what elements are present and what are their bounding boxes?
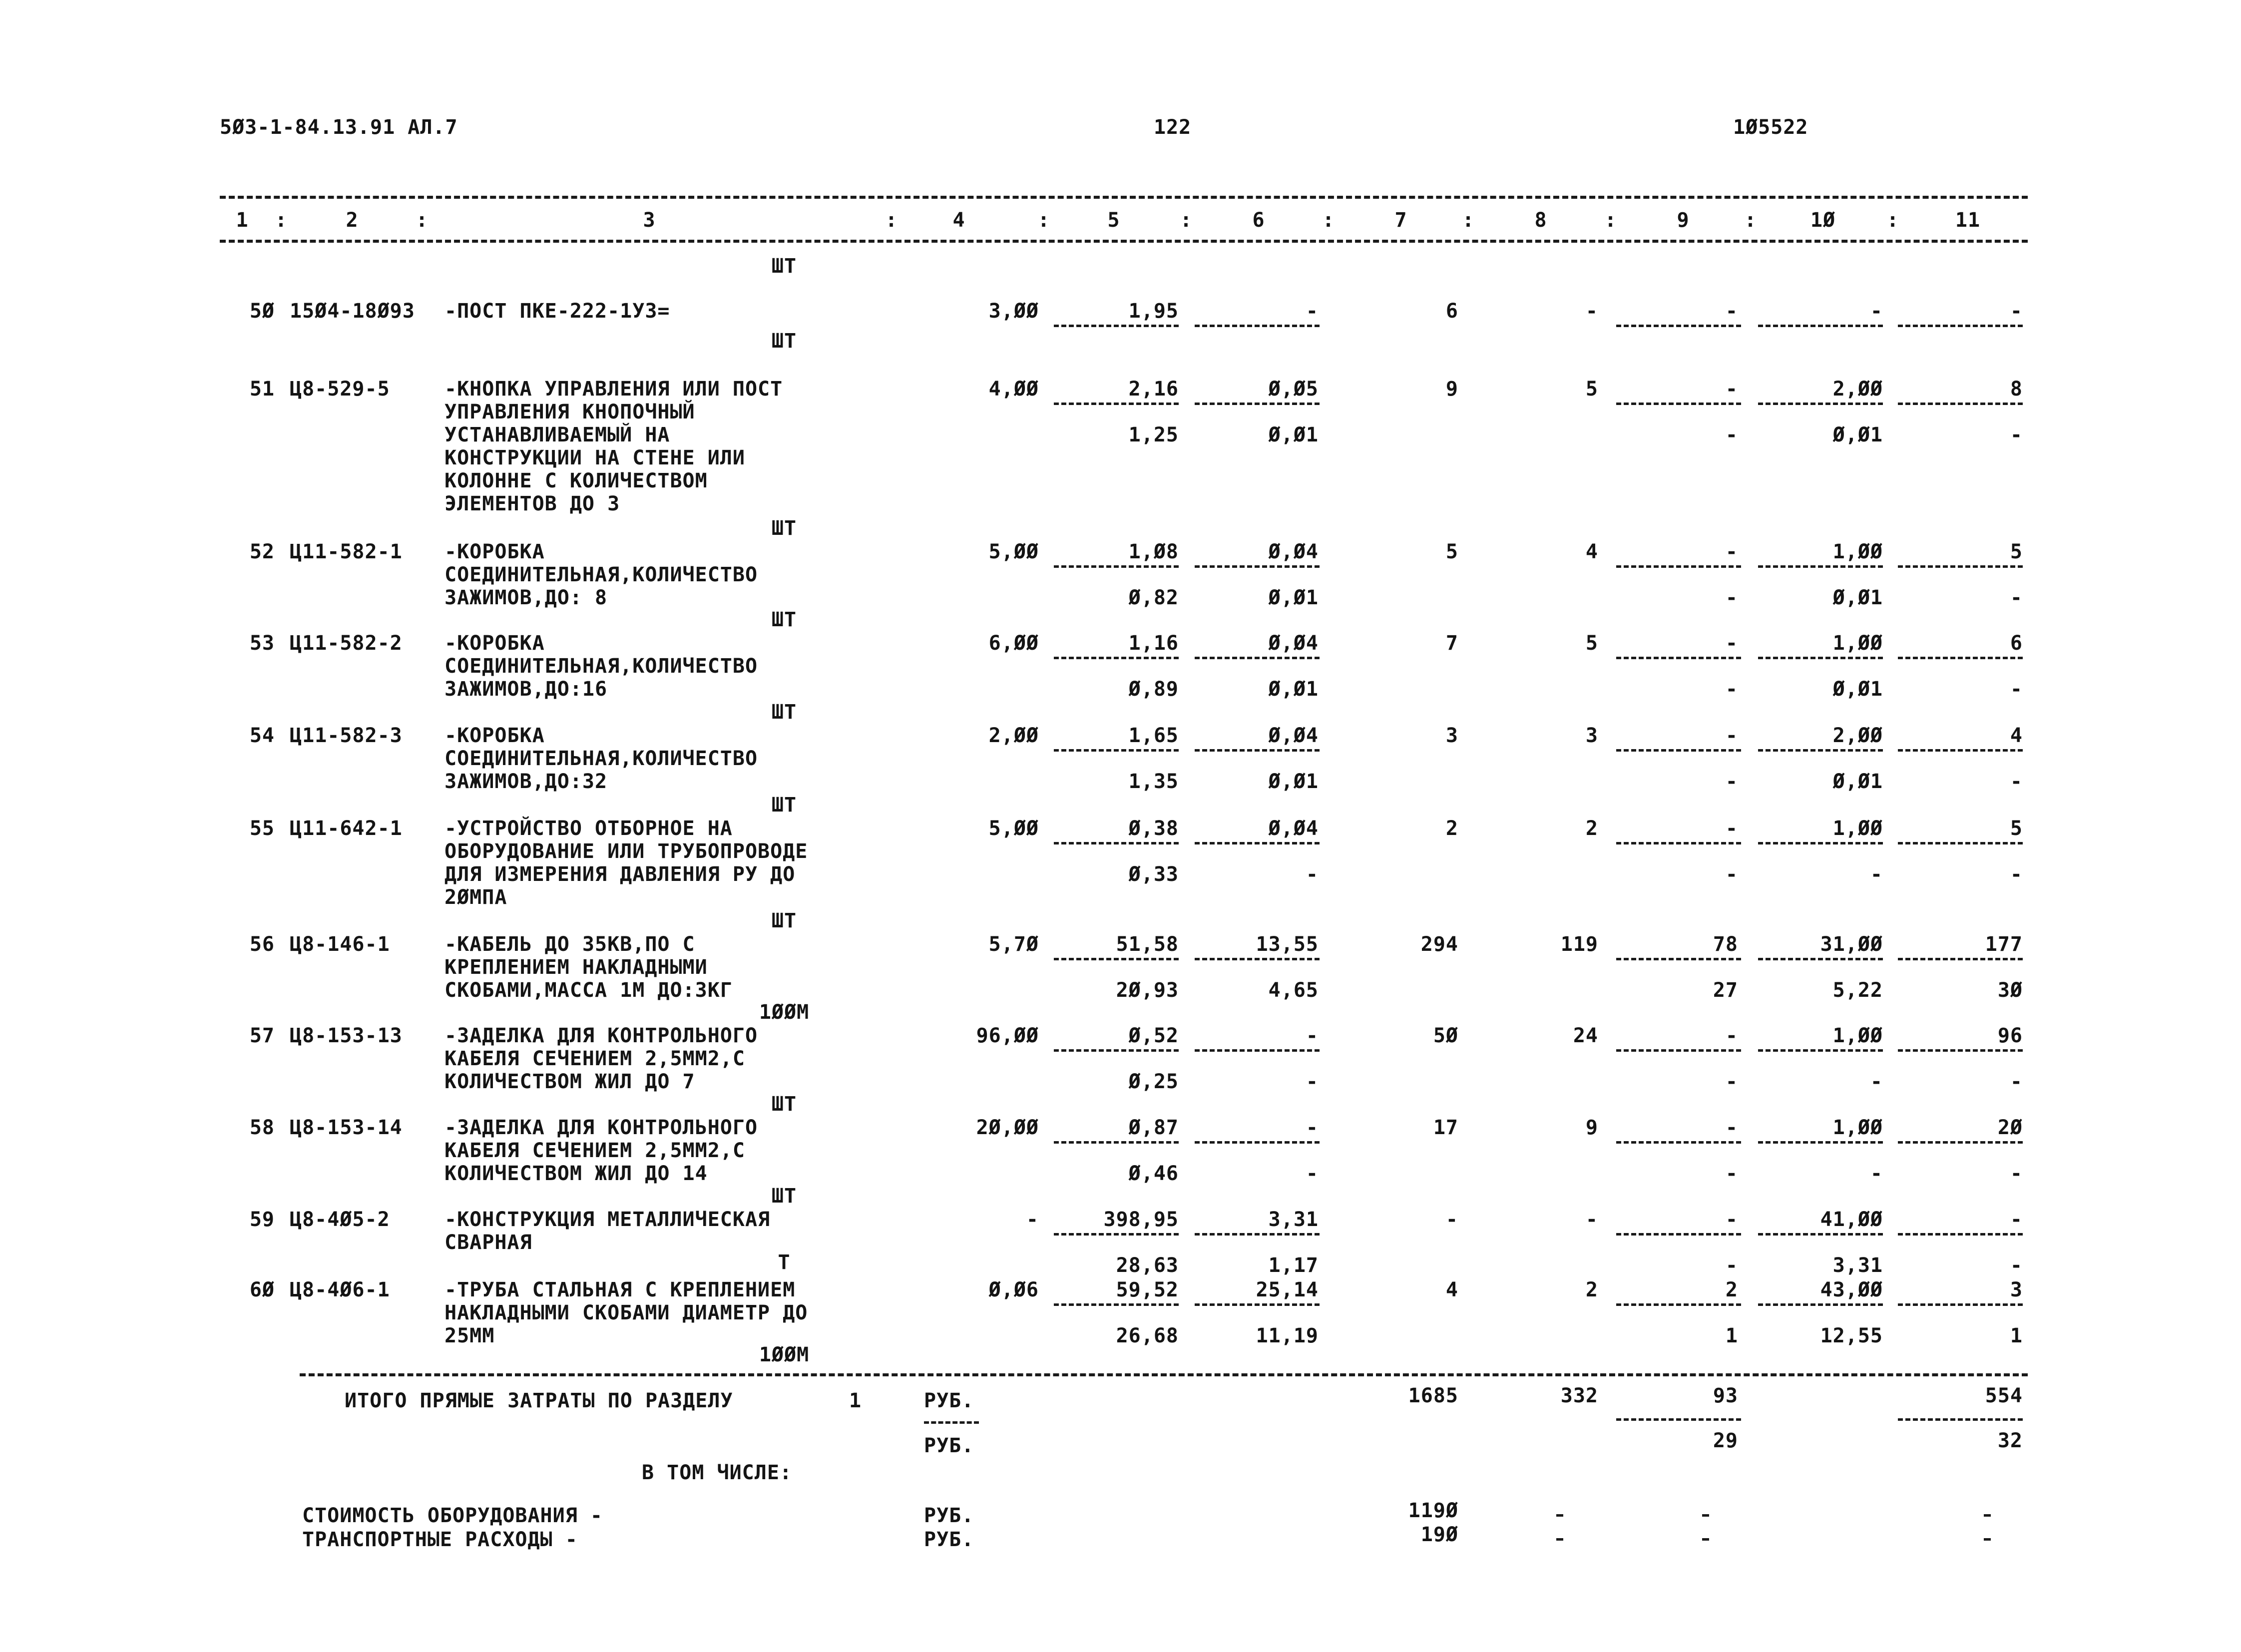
col-number: 7	[1394, 209, 1407, 232]
row-col6-wage: Ø,Ø1	[1268, 586, 1319, 609]
row-col10: 31,ØØ	[1820, 933, 1883, 956]
row-col10: 1,ØØ	[1832, 632, 1883, 655]
row-col11: 2Ø	[1997, 1116, 2023, 1139]
row-col10-wage: 12,55	[1820, 1324, 1883, 1347]
row-col11: 5	[2010, 540, 2023, 563]
row-col6-rule	[1195, 958, 1320, 960]
row-col9: -	[1725, 817, 1738, 840]
row-col5: 1,95	[1128, 300, 1179, 323]
row-col10-rule	[1758, 958, 1883, 960]
row-col11-wage: -	[2010, 1162, 2023, 1185]
row-col10: 1,ØØ	[1832, 1116, 1883, 1139]
row-description-line: 25ММ	[445, 1324, 495, 1347]
row-description-line: -КАБЕЛЬ ДО 35КВ,ПО С	[445, 933, 695, 956]
row-col6-wage: -	[1306, 863, 1319, 886]
row-col11-wage: -	[2010, 863, 2023, 886]
row-col9-rule	[1616, 1303, 1741, 1306]
row-number: 53	[249, 632, 275, 655]
col-number: 9	[1677, 209, 1690, 232]
row-col5-rule	[1054, 325, 1179, 327]
row-col6: 25,14	[1256, 1278, 1319, 1301]
transport-cost-label: ТРАНСПОРТНЫЕ РАСХОДЫ -	[302, 1528, 578, 1551]
transport-value: 19Ø	[1420, 1523, 1458, 1546]
row-col5-rule	[1054, 657, 1179, 659]
row-description-line: КАБЕЛЯ СЕЧЕНИЕМ 2,5ММ2,С	[445, 1139, 745, 1162]
row-description-line: КРЕПЛЕНИЕМ НАКЛАДНЫМИ	[445, 956, 708, 979]
row-col10-rule	[1758, 1303, 1883, 1306]
totals-unit-2: РУБ.	[924, 1434, 974, 1457]
row-description-line: СОЕДИНИТЕЛЬНАЯ,КОЛИЧЕСТВО	[445, 563, 758, 586]
row-col6-rule	[1195, 749, 1320, 752]
totals-col11: 554	[1985, 1384, 2023, 1407]
row-col11-wage: -	[2010, 423, 2023, 446]
row-description-line: -ТРУБА СТАЛЬНАЯ С КРЕПЛЕНИЕМ	[445, 1278, 796, 1301]
equipment-unit: РУБ.	[924, 1504, 974, 1527]
row-col10: -	[1870, 300, 1883, 323]
row-col10-rule	[1758, 403, 1883, 405]
row-code: Ц11-582-2	[290, 632, 403, 655]
row-col10-rule	[1758, 325, 1883, 327]
row-col11: 3	[2010, 1278, 2023, 1301]
row-col9-wage: -	[1725, 1070, 1738, 1093]
row-col11: 8	[2010, 378, 2023, 401]
row-col6: -	[1306, 300, 1319, 323]
page-number: 122	[1154, 116, 1192, 139]
unit-label: ШТ	[771, 255, 797, 278]
row-col5-wage: Ø,89	[1128, 678, 1179, 701]
row-col5: 2,16	[1128, 378, 1179, 401]
row-description-line: -КОРОБКА	[445, 540, 545, 563]
row-col5-rule	[1054, 842, 1179, 844]
row-col9-rule	[1616, 325, 1741, 327]
row-code: Ц8-146-1	[290, 933, 390, 956]
row-description-line: КАБЕЛЯ СЕЧЕНИЕМ 2,5ММ2,С	[445, 1047, 745, 1070]
document-code: 5Ø3-1-84.13.91 АЛ.7	[220, 116, 458, 139]
totals-col9-wage: 29	[1713, 1429, 1738, 1452]
col-number: 1Ø	[1810, 209, 1836, 232]
row-col7: 4	[1445, 1278, 1458, 1301]
row-number: 52	[249, 540, 275, 563]
row-col10: 1,ØØ	[1832, 540, 1883, 563]
row-col8: 2	[1585, 1278, 1598, 1301]
row-quantity: 6,ØØ	[988, 632, 1039, 655]
row-col6-wage: -	[1306, 1070, 1319, 1093]
row-col5: 1,65	[1128, 724, 1179, 747]
row-col11: -	[2010, 300, 2023, 323]
row-col10-wage: Ø,Ø1	[1832, 423, 1883, 446]
row-code: Ц8-529-5	[290, 378, 390, 401]
row-col6-wage: 1,17	[1268, 1254, 1319, 1277]
row-unit: ШТ	[771, 1185, 797, 1208]
row-unit: ШТ	[771, 909, 797, 932]
row-col9-wage: -	[1725, 586, 1738, 609]
row-col5-rule	[1054, 749, 1179, 752]
row-description-line: КОНСТРУКЦИИ НА СТЕНЕ ИЛИ	[445, 446, 745, 469]
row-quantity: 5,ØØ	[988, 817, 1039, 840]
totals-section-number: 1	[849, 1389, 862, 1412]
row-unit: 1ØØМ	[759, 1343, 810, 1366]
totals-unit: РУБ.	[924, 1389, 974, 1412]
row-col10-rule	[1758, 1141, 1883, 1144]
row-unit: ШТ	[771, 608, 797, 631]
row-col9: -	[1725, 540, 1738, 563]
row-quantity: 4,ØØ	[988, 378, 1039, 401]
row-col9: 78	[1713, 933, 1738, 956]
row-col11: 5	[2010, 817, 2023, 840]
row-description-line: ДЛЯ ИЗМЕРЕНИЯ ДАВЛЕНИЯ РУ ДО	[445, 863, 796, 886]
totals-col7: 1685	[1408, 1384, 1458, 1407]
row-col11-wage: -	[2010, 1254, 2023, 1277]
row-col9: -	[1725, 1208, 1738, 1231]
row-col11-wage: -	[2010, 678, 2023, 701]
row-col11-wage: -	[2010, 770, 2023, 793]
row-description-line: НАКЛАДНЫМИ СКОБАМИ ДИАМЕТР ДО	[445, 1301, 808, 1324]
row-description-line: ЗАЖИМОВ,ДО: 8	[445, 586, 608, 609]
row-unit: Т	[778, 1251, 791, 1274]
row-col9-wage: -	[1725, 678, 1738, 701]
row-description-line: -КОРОБКА	[445, 724, 545, 747]
row-col5-wage: 2Ø,93	[1116, 979, 1179, 1002]
row-col11-rule	[1898, 749, 2023, 752]
row-col11-rule	[1898, 657, 2023, 659]
row-col6-rule	[1195, 1233, 1320, 1236]
row-number: 55	[249, 817, 275, 840]
row-col7: 9	[1445, 378, 1458, 401]
row-col11-wage: -	[2010, 586, 2023, 609]
row-quantity: Ø,Ø6	[988, 1278, 1039, 1301]
row-col10-wage: Ø,Ø1	[1832, 770, 1883, 793]
row-col7: 3	[1445, 724, 1458, 747]
row-col5-rule	[1054, 1233, 1179, 1236]
row-number: 5Ø	[249, 300, 275, 323]
row-description-line: КОЛИЧЕСТВОМ ЖИЛ ДО 14	[445, 1162, 708, 1185]
row-col9-rule	[1616, 1141, 1741, 1144]
row-col10-wage: -	[1870, 863, 1883, 886]
row-description-line: СКОБАМИ,МАССА 1М ДО:3КГ	[445, 979, 733, 1002]
totals-col9-rule	[1616, 1418, 1741, 1421]
row-col11: 96	[1997, 1024, 2023, 1047]
row-col11-wage: 3Ø	[1997, 979, 2023, 1002]
row-col6: Ø,Ø4	[1268, 724, 1319, 747]
row-col5: 1,16	[1128, 632, 1179, 655]
row-description-line: -УСТРОЙСТВО ОТБОРНОЕ НА	[445, 817, 733, 840]
row-code: 15Ø4-18Ø93	[290, 300, 415, 323]
row-col9-rule	[1616, 1049, 1741, 1052]
row-col9: -	[1725, 300, 1738, 323]
row-col8: 5	[1585, 378, 1598, 401]
row-quantity: 2,ØØ	[988, 724, 1039, 747]
col-number: 4	[952, 209, 965, 232]
row-col6-wage: -	[1306, 1162, 1319, 1185]
row-col10-rule	[1758, 1049, 1883, 1052]
row-col11-rule	[1898, 1303, 2023, 1306]
row-col10: 2,ØØ	[1832, 378, 1883, 401]
row-col9: -	[1725, 1116, 1738, 1139]
row-col10-rule	[1758, 1233, 1883, 1236]
col-number: 3	[643, 209, 656, 232]
row-description-line: ОБОРУДОВАНИЕ ИЛИ ТРУБОПРОВОДЕ	[445, 840, 808, 863]
col-number: 6	[1252, 209, 1265, 232]
row-number: 59	[249, 1208, 275, 1231]
row-col7: 294	[1420, 933, 1458, 956]
row-col5-rule	[1054, 958, 1179, 960]
row-col9-rule	[1616, 657, 1741, 659]
row-col5: Ø,38	[1128, 817, 1179, 840]
row-col5: 59,52	[1116, 1278, 1179, 1301]
row-col5-wage: 28,63	[1116, 1254, 1179, 1277]
totals-label: ИТОГО ПРЯМЫЕ ЗАТРАТЫ ПО РАЗДЕЛУ	[345, 1389, 733, 1412]
row-col6: 13,55	[1256, 933, 1319, 956]
row-col10: 41,ØØ	[1820, 1208, 1883, 1231]
row-quantity: 2Ø,ØØ	[976, 1116, 1039, 1139]
row-col11-rule	[1898, 1141, 2023, 1144]
row-description-line: УСТАНАВЛИВАЕМЫЙ НА	[445, 423, 670, 446]
row-col5-rule	[1054, 1141, 1179, 1144]
row-col6: Ø,Ø4	[1268, 632, 1319, 655]
row-col11-rule	[1898, 325, 2023, 327]
row-col8: 4	[1585, 540, 1598, 563]
row-col11: -	[2010, 1208, 2023, 1231]
row-code: Ц8-4Ø6-1	[290, 1278, 390, 1301]
row-description-line: СОЕДИНИТЕЛЬНАЯ,КОЛИЧЕСТВО	[445, 655, 758, 678]
row-col9-rule	[1616, 403, 1741, 405]
row-unit: ШТ	[771, 794, 797, 817]
row-col6-rule	[1195, 1141, 1320, 1144]
row-col6-rule	[1195, 565, 1320, 568]
row-col6-wage: Ø,Ø1	[1268, 770, 1319, 793]
row-col10: 1,ØØ	[1832, 1024, 1883, 1047]
row-col7: 7	[1445, 632, 1458, 655]
row-col5-wage: 26,68	[1116, 1324, 1179, 1347]
row-col5: Ø,52	[1128, 1024, 1179, 1047]
row-col5-wage: 1,25	[1128, 423, 1179, 446]
row-unit: ШТ	[771, 330, 797, 353]
row-col5-wage: 1,35	[1128, 770, 1179, 793]
row-description-line: -КНОПКА УПРАВЛЕНИЯ ИЛИ ПОСТ	[445, 378, 783, 401]
row-col9-wage: -	[1725, 1162, 1738, 1185]
row-code: Ц11-582-3	[290, 724, 403, 747]
row-quantity: 5,ØØ	[988, 540, 1039, 563]
row-col10-rule	[1758, 842, 1883, 844]
row-quantity: 3,ØØ	[988, 300, 1039, 323]
row-col9-wage: -	[1725, 423, 1738, 446]
row-col6-rule	[1195, 403, 1320, 405]
row-unit: ШТ	[771, 701, 797, 724]
row-col10: 43,ØØ	[1820, 1278, 1883, 1301]
row-description-line: КОЛОННЕ С КОЛИЧЕСТВОМ	[445, 469, 708, 492]
row-col6: 3,31	[1268, 1208, 1319, 1231]
row-col5-rule	[1054, 1303, 1179, 1306]
row-col10-rule	[1758, 749, 1883, 752]
row-number: 51	[249, 378, 275, 401]
row-col9-wage: 1	[1725, 1324, 1738, 1347]
row-col10-wage: -	[1870, 1070, 1883, 1093]
row-col11-rule	[1898, 958, 2023, 960]
row-description-line: -КОРОБКА	[445, 632, 545, 655]
row-col5: Ø,87	[1128, 1116, 1179, 1139]
row-col6-wage: 4,65	[1268, 979, 1319, 1002]
row-col9: -	[1725, 378, 1738, 401]
row-col6-wage: 11,19	[1256, 1324, 1319, 1347]
row-quantity: -	[1026, 1208, 1039, 1231]
row-col9-rule	[1616, 842, 1741, 844]
totals-col11-rule	[1898, 1418, 2023, 1421]
row-description-line: ЗАЖИМОВ,ДО:32	[445, 770, 608, 793]
row-col11-rule	[1898, 565, 2023, 568]
row-description-line: -ЗАДЕЛКА ДЛЯ КОНТРОЛЬНОГО	[445, 1116, 758, 1139]
row-col6-rule	[1195, 325, 1320, 327]
totals-col8: 332	[1560, 1384, 1598, 1407]
row-col10: 1,ØØ	[1832, 817, 1883, 840]
row-col11: 6	[2010, 632, 2023, 655]
document-page: 5Ø3-1-84.13.91 АЛ.7 122 1Ø5522 1 2 3 4 5 6 7 8 9 1Ø 11 : : : : : : : : : : ШТ 5Ø 15Ø4-18Ø93 -ПОСТ ПКЕ-222-1УЗ= 3,ØØ 1,95 - 6 - - - - ШТ 51 Ц8-529-5 -КНОПКА УПРАВЛЕНИЯ ИЛИ ПОСТ УПРАВЛЕНИЯ КНОПОЧНЫЙ УСТАНАВЛИВАЕМЫЙ НА КОНСТРУКЦИИ НА СТЕНЕ ИЛИ КОЛОННЕ С КОЛИЧЕСТВОМ ЭЛЕМЕНТОВ ДО 3 4,ØØ 2,16 Ø,Ø5 9 5 - 2,ØØ 8 1,25 Ø,Ø1 - Ø,Ø1 - ШТ 52 Ц11-582-1 -КОРОБКА СОЕДИНИТЕЛЬНАЯ,КОЛИЧЕСТВО ЗАЖИМОВ,ДО: 8 5,ØØ 1,Ø8 Ø,Ø4 5 4 - 1,ØØ 5 Ø,82 Ø,Ø1 - Ø,Ø1 - ШТ 53 Ц11-582-2 -КОРОБКА СОЕДИНИТЕЛЬНАЯ,КОЛИЧЕСТВО ЗАЖИМОВ,ДО:16 6,ØØ 1,16 Ø,Ø4 7 5 - 1,ØØ 6 Ø,89 Ø,Ø1 - Ø,Ø1 - ШТ 54 Ц11-582-3 -КОРОБКА СОЕДИНИТЕЛЬНАЯ,КОЛИЧЕСТВО ЗАЖИМОВ,ДО:32 2,ØØ 1,65 Ø,Ø4 3 3 - 2,ØØ 4 1,35 Ø,Ø1 - Ø,Ø1 - ШТ 55 Ц11-642-1 -УСТРОЙСТВО ОТБОРНОЕ НА ОБОРУДОВАНИЕ ИЛИ ТРУБОПРОВОДЕ ДЛЯ ИЗМЕРЕНИЯ ДАВЛЕНИЯ РУ ДО 2ØМПА 5,ØØ Ø,38 Ø,Ø4 2 2 - 1,ØØ 5 Ø,33 - - - - ШТ 56 Ц8-146-1 -КАБЕЛЬ ДО 35КВ,ПО С КРЕПЛЕНИЕМ НАКЛАДНЫМИ СКОБАМИ,МАССА 1М ДО:3КГ 5,7Ø 51,58 13,55 294 119 78 31,ØØ 177 2Ø,93 4,65 27 5,22 3Ø 1ØØМ 57 Ц8-153-13 -ЗАДЕЛКА ДЛЯ КОНТРОЛЬНОГО КАБЕЛЯ СЕЧЕНИЕМ 2,5ММ2,С КОЛИЧЕСТВОМ ЖИЛ ДО 7 96,ØØ Ø,52 - 5Ø 24 - 1,ØØ 96 Ø,25 - - - - ШТ 58 Ц8-153-14 -ЗАДЕЛКА ДЛЯ КОНТРОЛЬНОГО КАБЕЛЯ СЕЧЕНИЕМ 2,5ММ2,С КОЛИЧЕСТВОМ ЖИЛ ДО 14 2Ø,ØØ Ø,87 - 17 9 - 1,ØØ 2Ø Ø,46 - - - - ШТ 59 Ц8-4Ø5-2 -КОНСТРУКЦИЯ МЕТАЛЛИЧЕСКАЯ СВАРНАЯ - 398,95 3,31 - - - 41,ØØ - 28,63 1,17 - 3,31 - Т 6Ø Ц8-4Ø6-1 -ТРУБА СТАЛЬНАЯ С КРЕПЛЕНИЕМ НАКЛАДНЫМИ СКОБАМИ ДИАМЕТР ДО 25ММ Ø,Ø6 59,52 25,14 4 2 2 43,ØØ 3 26,68 11,19 1 12,55 1 1ØØМ ИТОГО ПРЯМЫЕ ЗАТРАТЫ ПО РАЗДЕЛУ 1 РУБ. 1685 332 93 554 РУБ. 29 32 В ТОМ ЧИСЛЕ: СТОИМОСТЬ ОБОРУДОВАНИЯ - РУБ. 119Ø ТРАНСПОРТНЫЕ РАСХОДЫ - РУБ. 19Ø	[0, 0, 2241, 1652]
row-unit: ШТ	[771, 517, 797, 540]
row-col5-wage: Ø,46	[1128, 1162, 1179, 1185]
row-col5: 398,95	[1103, 1208, 1179, 1231]
row-col8: 119	[1560, 933, 1598, 956]
row-col6-wage: Ø,Ø1	[1268, 678, 1319, 701]
row-description-line: СВАРНАЯ	[445, 1231, 532, 1254]
equipment-value: 119Ø	[1408, 1499, 1458, 1522]
row-description-line: КОЛИЧЕСТВОМ ЖИЛ ДО 7	[445, 1070, 695, 1093]
row-col5: 1,Ø8	[1128, 540, 1179, 563]
row-col11-rule	[1898, 403, 2023, 405]
row-col5-wage: Ø,25	[1128, 1070, 1179, 1093]
row-col10-wage: 5,22	[1832, 979, 1883, 1002]
row-col9: -	[1725, 1024, 1738, 1047]
row-col9: -	[1725, 632, 1738, 655]
row-col10-wage: -	[1870, 1162, 1883, 1185]
row-description-line: -ПОСТ ПКЕ-222-1УЗ=	[445, 300, 670, 323]
row-quantity: 5,7Ø	[988, 933, 1039, 956]
row-col6: Ø,Ø5	[1268, 378, 1319, 401]
row-col11-rule	[1898, 1233, 2023, 1236]
row-col9-rule	[1616, 1233, 1741, 1236]
row-description-line: -КОНСТРУКЦИЯ МЕТАЛЛИЧЕСКАЯ	[445, 1208, 771, 1231]
row-col10-wage: Ø,Ø1	[1832, 678, 1883, 701]
transport-unit: РУБ.	[924, 1528, 974, 1551]
col-number: 5	[1107, 209, 1120, 232]
row-col7: -	[1445, 1208, 1458, 1231]
row-col9-rule	[1616, 958, 1741, 960]
row-col6-wage: Ø,Ø1	[1268, 423, 1319, 446]
row-col8: 2	[1585, 817, 1598, 840]
header-rule-bottom	[220, 240, 2028, 243]
row-col10-rule	[1758, 657, 1883, 659]
row-unit: ШТ	[771, 1093, 797, 1116]
row-col5-wage: Ø,33	[1128, 863, 1179, 886]
row-number: 6Ø	[249, 1278, 275, 1301]
row-col9-rule	[1616, 565, 1741, 568]
row-col6-rule	[1195, 1049, 1320, 1052]
row-col10-wage: Ø,Ø1	[1832, 586, 1883, 609]
row-col5: 51,58	[1116, 933, 1179, 956]
row-col7: 5Ø	[1433, 1024, 1458, 1047]
row-col10-rule	[1758, 565, 1883, 568]
row-col11: 4	[2010, 724, 2023, 747]
row-col7: 5	[1445, 540, 1458, 563]
row-col8: -	[1585, 1208, 1598, 1231]
row-col8: 5	[1585, 632, 1598, 655]
row-col5-rule	[1054, 565, 1179, 568]
totals-unit-rule	[924, 1421, 979, 1424]
row-col6: -	[1306, 1024, 1319, 1047]
including-label: В ТОМ ЧИСЛЕ:	[642, 1461, 792, 1484]
row-quantity: 96,ØØ	[976, 1024, 1039, 1047]
header-rule-top	[220, 196, 2028, 199]
row-col8: 3	[1585, 724, 1598, 747]
row-col8: -	[1585, 300, 1598, 323]
row-col6-rule	[1195, 842, 1320, 844]
totals-rule	[300, 1373, 2028, 1376]
row-description-line: -ЗАДЕЛКА ДЛЯ КОНТРОЛЬНОГО	[445, 1024, 758, 1047]
row-col6-rule	[1195, 1303, 1320, 1306]
row-col7: 2	[1445, 817, 1458, 840]
row-col9-wage: -	[1725, 1254, 1738, 1277]
row-col9: 2	[1725, 1278, 1738, 1301]
row-unit: 1ØØМ	[759, 1001, 810, 1024]
row-col6: -	[1306, 1116, 1319, 1139]
row-description-line: ЗАЖИМОВ,ДО:16	[445, 678, 608, 701]
row-number: 56	[249, 933, 275, 956]
row-col6: Ø,Ø4	[1268, 540, 1319, 563]
row-code: Ц11-642-1	[290, 817, 403, 840]
row-description-line: УПРАВЛЕНИЯ КНОПОЧНЫЙ	[445, 401, 695, 423]
row-description-line: СОЕДИНИТЕЛЬНАЯ,КОЛИЧЕСТВО	[445, 747, 758, 770]
row-col8: 9	[1585, 1116, 1598, 1139]
row-code: Ц8-4Ø5-2	[290, 1208, 390, 1231]
row-col7: 6	[1445, 300, 1458, 323]
row-col11-rule	[1898, 1049, 2023, 1052]
row-col9-wage: -	[1725, 863, 1738, 886]
row-col11-wage: -	[2010, 1070, 2023, 1093]
col-number: 2	[346, 209, 359, 232]
row-number: 58	[249, 1116, 275, 1139]
row-code: Ц8-153-14	[290, 1116, 403, 1139]
col-number: 8	[1534, 209, 1547, 232]
totals-col11-wage: 32	[1997, 1429, 2023, 1452]
row-col10-wage: 3,31	[1832, 1254, 1883, 1277]
row-col10: 2,ØØ	[1832, 724, 1883, 747]
col-number: 1	[236, 209, 249, 232]
row-number: 57	[249, 1024, 275, 1047]
row-col7: 17	[1433, 1116, 1458, 1139]
col-number: 11	[1955, 209, 1981, 232]
row-description-line: 2ØМПА	[445, 886, 507, 909]
row-col5-rule	[1054, 403, 1179, 405]
row-col5-rule	[1054, 1049, 1179, 1052]
totals-col9: 93	[1713, 1384, 1738, 1407]
row-col8: 24	[1573, 1024, 1598, 1047]
row-col11-rule	[1898, 842, 2023, 844]
inventory-number: 1Ø5522	[1733, 116, 1808, 139]
row-col9: -	[1725, 724, 1738, 747]
row-col11-wage: 1	[2010, 1324, 2023, 1347]
row-col5-wage: Ø,82	[1128, 586, 1179, 609]
row-number: 54	[249, 724, 275, 747]
row-code: Ц8-153-13	[290, 1024, 403, 1047]
row-col9-wage: 27	[1713, 979, 1738, 1002]
row-col11: 177	[1985, 933, 2023, 956]
row-code: Ц11-582-1	[290, 540, 403, 563]
equipment-cost-label: СТОИМОСТЬ ОБОРУДОВАНИЯ -	[302, 1504, 603, 1527]
row-description-line: ЭЛЕМЕНТОВ ДО 3	[445, 492, 620, 515]
row-col6: Ø,Ø4	[1268, 817, 1319, 840]
row-col6-rule	[1195, 657, 1320, 659]
row-col9-rule	[1616, 749, 1741, 752]
row-col9-wage: -	[1725, 770, 1738, 793]
